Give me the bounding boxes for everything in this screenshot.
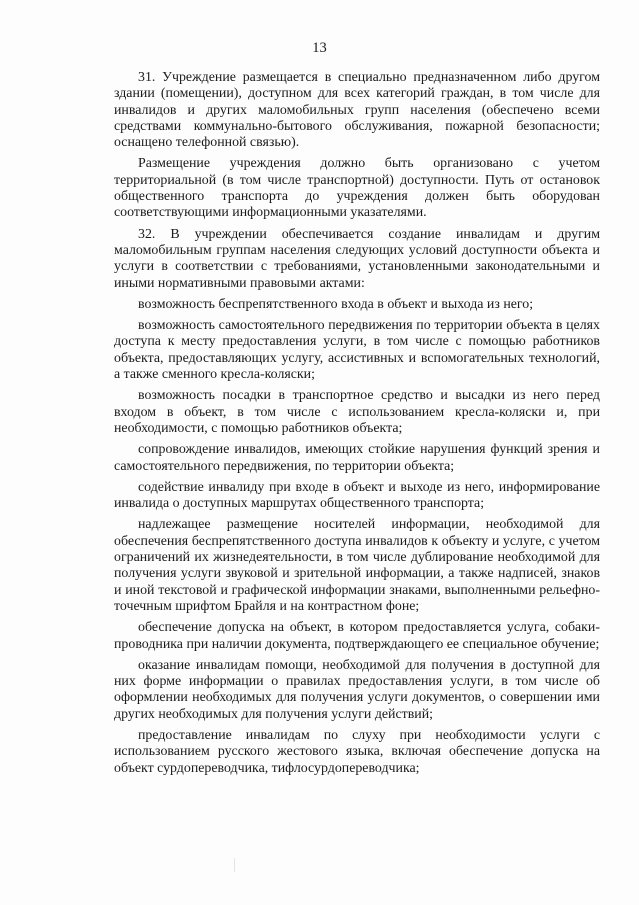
list-item-movement: возможность самостоятельного передвижения по территории объекта в целях доступа к месту предоставления услуги, в том числе с помощью работников объекта, предоставляющих услугу, ассистивных и вспомогательных технологий, а также сменного кресла-коляски; (114, 318, 600, 383)
list-item-help: оказание инвалидам помощи, необходимой для получения в доступной для них форме информации о правилах предоставления услуги, в том числе об оформлении необходимых для получения услуги документов, о совершении ими других необходимых для получения услуги действий; (114, 657, 600, 722)
list-item-information: надлежащее размещение носителей информации, необходимой для обеспечения беспрепятственного доступа инвалидов к объекту и услуге, с учетом ограничений их жизнедеятельности, в том числе дублирование необходимой для получения услуги звуковой и зрительной информации, а также надписей, знаков и иной текстовой и графической информации знаками, выполненными рельефно-точечным шрифтом Брайля и на контрастном фоне; (114, 517, 600, 614)
list-item-sign-language: предоставление инвалидам по слуху при необходимости услуги с использованием русского жестового языка, включая обеспечение допуска на объект сурдопереводчика, тифлосурдопереводчика; (114, 727, 600, 776)
document-body (114, 70, 600, 777)
paragraph-32: 32. В учреждении обеспечивается создание инвалидам и другим маломобильным группам населения следующих условий доступности объекта и услуги в соответствии с требованиями, установленными законодательными и иными нормативными правовыми актами: (114, 226, 600, 291)
page-number: 13 (312, 40, 327, 56)
scan-artifact (234, 858, 235, 872)
list-item-assistance: содействие инвалиду при входе в объект и выходе из него, информирование инвалида о доступных маршрутах общественного транспорта; (114, 479, 600, 512)
list-item-transport: возможность посадки в транспортное средство и высадки из него перед входом в объект, в том числе с использованием кресла-коляски и, при необходимости, с помощью работников объекта; (114, 388, 600, 436)
list-item-entry-exit: возможность беспрепятственного входа в объект и выхода из него; (138, 296, 534, 312)
list-item-guide-dog: обеспечение допуска на объект, в котором предоставляется услуга, собаки-проводника при наличии документа, подтверждающего ее специальное обучение; (114, 620, 600, 652)
paragraph-31: 31. Учреждение размещается в специально предназначенном либо другом здании (помещении), доступном для всех категорий граждан, в том числе для инвалидов и других маломобильных групп населения (обеспечено всеми средствами коммунально-бытового обслуживания, пожарной безопасности; оснащено телефонной связью). (114, 70, 600, 151)
list-item-escort: сопровождение инвалидов, имеющих стойкие нарушения функций зрения и самостоятельного передвижения, по территории объекта; (114, 442, 600, 474)
paragraph-placement: Размещение учреждения должно быть организовано с учетом территориальной (в том числе транспортной) доступности. Путь от остановок общественного транспорта до учреждения должен быть оборудован соответствующими информационными указателями. (114, 156, 600, 221)
